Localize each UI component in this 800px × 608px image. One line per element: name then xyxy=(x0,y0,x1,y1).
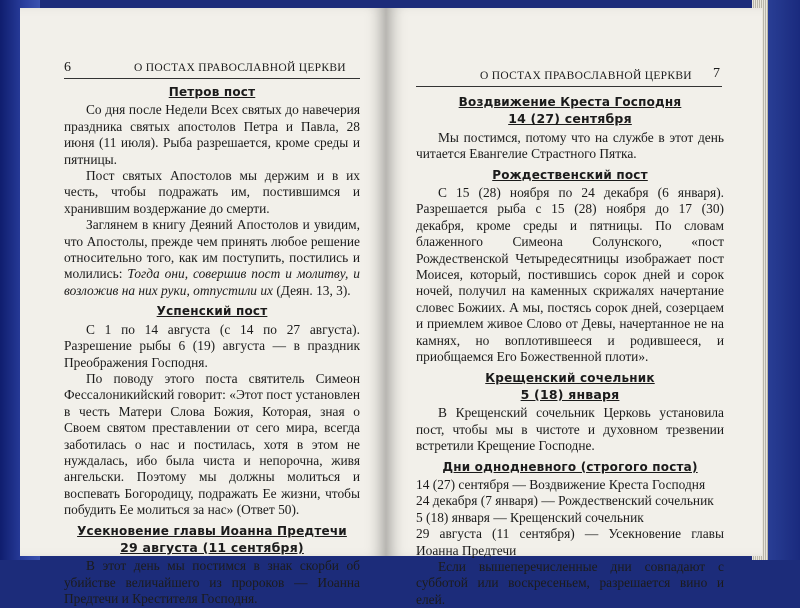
left-page xyxy=(20,8,386,607)
section-heading xyxy=(416,94,724,128)
heading-text: Крещенский сочельник xyxy=(485,370,655,385)
paragraph: С 15 (28) ноября по 24 декабря (6 января). Разрешается рыба с 15 (28) ноября до 17 (30) декабря, кроме среды и пятницы. По словам блаженного Симеона Солунского, «пост Рождественской Четыредесятницы изображает пост Моисея, который, постившись сорок дней и сорок ночей, получил на каменных скрижалях начертание словес Божиих. А мы, постясь сорок дней, созерцаем и приемлем живое Слово от Девы, начертанное не на камнях, но воплотившееся и родившееся, и приобщаемся Его Божественной плоти». xyxy=(416,185,724,365)
paragraph: По поводу этого поста святитель Симеон Фессалоникийский говорит: «Этот пост установлен в честь Матери Слова Божия, Которая, зная о Своем святом преставлении от сего мира, всегда заботилась о нас и постилась, хотя в этом не нуждалась, ибо была чиста и непорочна, живя ангельски. Поэтому мы должны молиться и воспевать Богородицу, подражать Ее жизни, чтобы побудить Ее молиться за нас» (Ответ 50). xyxy=(64,370,360,518)
right-page xyxy=(386,8,762,607)
running-title: О ПОСТАХ ПРАВОСЛАВНОЙ ЦЕРКВИ xyxy=(134,62,346,74)
text: Заглянем в книгу Деяний Апостолов и увидим, что Апостолы, прежде чем принять любое решение относительно того, как им поступить, постились и молились: xyxy=(64,217,360,282)
paragraph: Пост святых Апостолов мы держим и в их честь, чтобы подражать им, постившимся и хранившим воздержание до смерти. xyxy=(64,168,360,216)
fast-days-list xyxy=(416,477,724,559)
header-rule xyxy=(64,78,360,79)
paragraph xyxy=(64,217,360,299)
section-heading xyxy=(64,523,360,557)
quote: Тогда они, совершив пост и молитву, и возложив на них руки, отпустили их xyxy=(64,266,360,298)
running-title: О ПОСТАХ ПРАВОСЛАВНОЙ ЦЕРКВИ xyxy=(480,70,692,82)
paragraph: В Крещенский сочельник Церковь установила пост, чтобы мы в чистоте и духовном трезвении встретили Крещение Господне. xyxy=(416,405,724,454)
paragraph: В этот день мы постимся в знак скорби об убийстве величайшего из пророков — Иоанна Предтечи и Крестителя Господня. xyxy=(64,558,360,607)
section-heading: Успенский пост xyxy=(156,304,268,319)
section-heading xyxy=(416,370,724,404)
list-item: 24 декабря (7 января) — Рождественский сочельник xyxy=(416,493,714,509)
heading-text: Усекновение главы Иоанна Предтечи xyxy=(77,523,347,538)
section-date: 14 (27) сентября xyxy=(508,111,632,127)
paragraph: Мы постимся, потому что на службе в этот день читается Евангелие Страстного Пятка. xyxy=(416,129,724,162)
section-heading: Дни однодневного (строгого поста) xyxy=(442,459,698,474)
header-rule xyxy=(416,86,722,87)
paragraph: С 1 по 14 августа (с 14 по 27 августа). Разрешение рыбы 6 (19) августа — в праздник Преображения Господня. xyxy=(64,321,360,370)
section-date: 29 августа (11 сентября) xyxy=(120,539,304,555)
page-number: 7 xyxy=(713,66,720,81)
heading-text: Воздвижение Креста Господня xyxy=(458,95,682,109)
list-item: 5 (18) января — Крещенский сочельник xyxy=(416,509,644,525)
page-content xyxy=(416,90,724,608)
section-heading: Рождественский пост xyxy=(492,167,648,182)
citation: (Деян. 13, 3). xyxy=(273,282,351,298)
list-item: 29 августа (11 сентября) — Усекновение главы Иоанна Предтечи xyxy=(416,526,724,558)
paragraph: Если вышеперечисленные дни совпадают с субботой или воскресеньем, разрешается вино и елей. xyxy=(416,558,724,607)
section-heading: Петров пост xyxy=(168,85,256,99)
section-date: 5 (18) января xyxy=(520,386,620,402)
page-content xyxy=(64,80,360,608)
page-number: 6 xyxy=(64,60,71,75)
paragraph: Со дня после Недели Всех святых до навечерия праздника святых апостолов Петра и Павла, 28 июня (11 июля). Рыба разрешается, кроме среды и пятницы. xyxy=(64,102,360,167)
list-item: 14 (27) сентября — Воздвижение Креста Господня xyxy=(416,476,706,492)
